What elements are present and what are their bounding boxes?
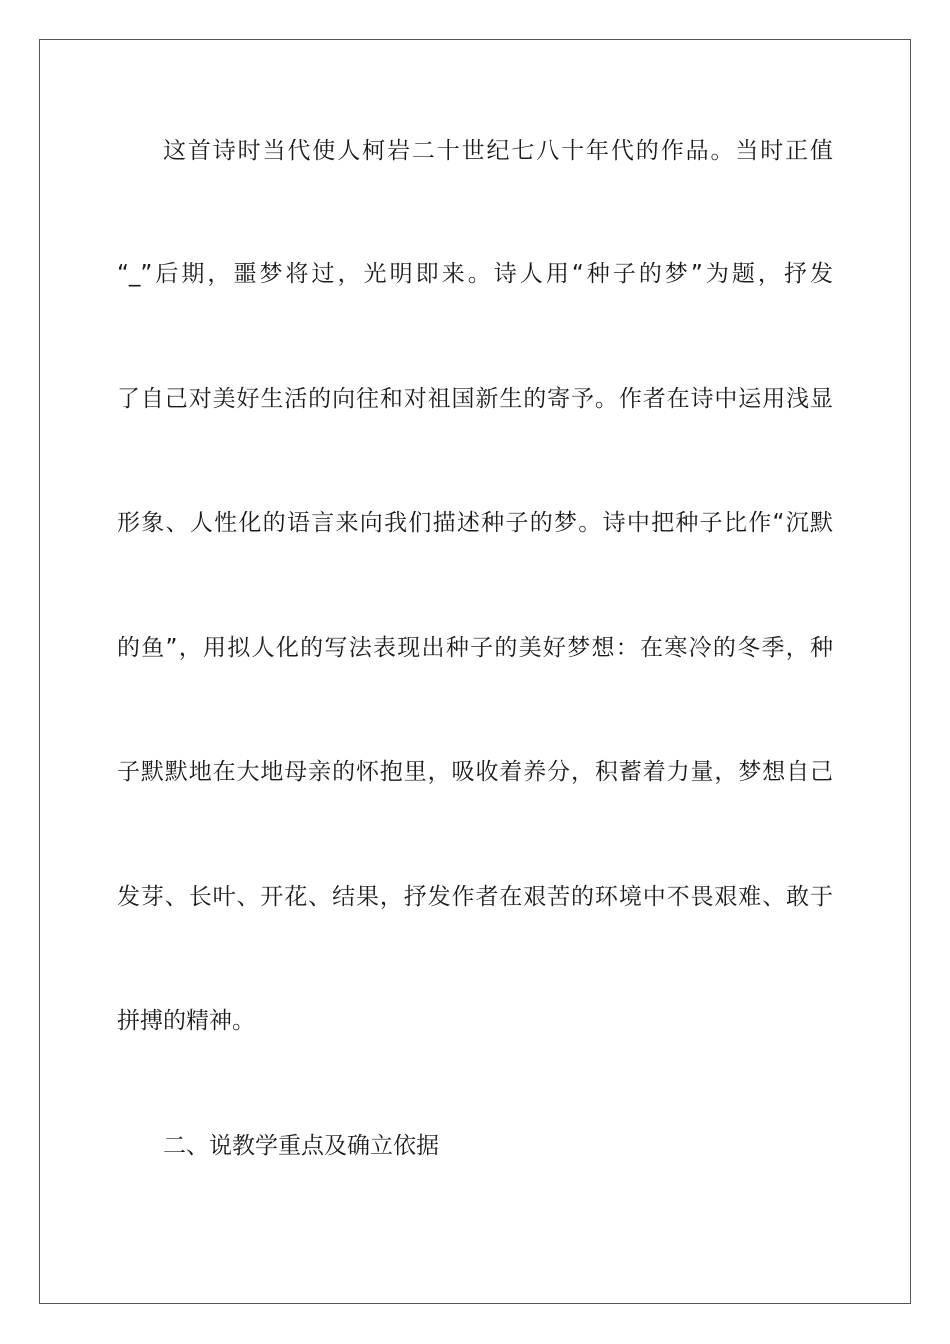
- paragraph-line-3: 了自己对美好生活的向往和对祖国新生的寄予。作者在诗中运用浅显: [117, 386, 833, 412]
- paragraph-line-5: 的鱼”，用拟人化的写法表现出种子的美好梦想：在寒冷的冬季，种: [117, 635, 833, 661]
- page-border: [39, 39, 911, 1304]
- paragraph-line-1: 这首诗时当代使人柯岩二十世纪七八十年代的作品。当时正值: [163, 138, 833, 164]
- paragraph-line-2: “_”后期，噩梦将过，光明即来。诗人用“种子的梦”为题，抒发: [117, 261, 833, 287]
- section-heading: 二、说教学重点及确立依据: [163, 1133, 439, 1159]
- paragraph-line-4: 形象、人性化的语言来向我们描述种子的梦。诗中把种子比作“沉默: [117, 510, 833, 536]
- paragraph-line-7: 发芽、长叶、开花、结果，抒发作者在艰苦的环境中不畏艰难、敢于: [117, 884, 833, 910]
- paragraph-line-6: 子默默地在大地母亲的怀抱里，吸收着养分，积蓄着力量，梦想自己: [117, 759, 833, 785]
- paragraph-line-8: 拼搏的精神。: [117, 1008, 255, 1034]
